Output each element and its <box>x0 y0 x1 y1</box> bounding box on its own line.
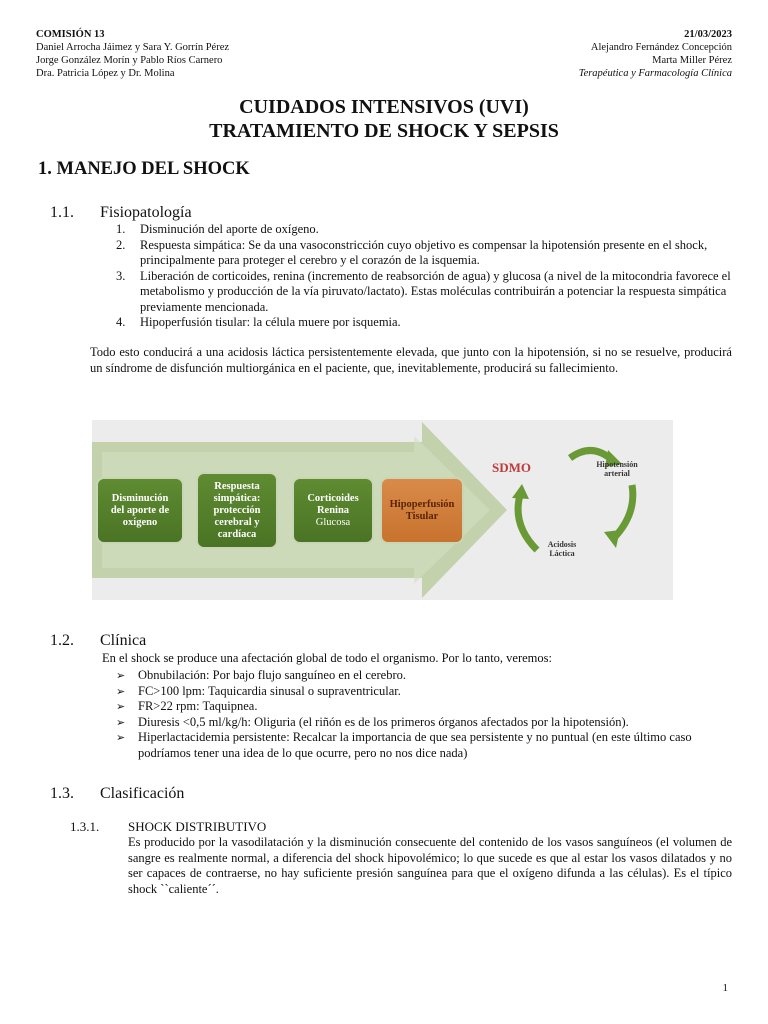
shock-diagram-image <box>92 420 673 600</box>
subsection-number: 1.2. <box>50 632 74 649</box>
box-corticoids: Corticoides Renina Glucosa <box>292 477 374 544</box>
authors-line-1: Daniel Arrocha Jáimez y Sara Y. Gorrín Pérez <box>36 42 230 53</box>
authors-right-line-1: Alejandro Fernández Concepción <box>590 42 732 53</box>
title-line-2: TRATAMIENTO DE SHOCK Y SEPSIS <box>209 120 559 142</box>
fisiopatologia-list-wrap <box>116 222 732 331</box>
header-right <box>579 28 732 80</box>
arrow-bullet-icon: ➢ <box>116 731 126 744</box>
list-item: ➢ FC>100 lpm: Taquicardia sinusal o supraventricular. <box>116 683 401 698</box>
subsubsection-title: SHOCK DISTRIBUTIVO <box>128 819 267 834</box>
cycle-label-hypotension: Hipotensión arterial <box>596 460 638 478</box>
header-date: 21/03/2023 <box>684 29 732 40</box>
arrow-bullet-icon: ➢ <box>116 684 126 698</box>
box-tissue-hypoperfusion: Hipoperfusión Tisular <box>380 477 464 544</box>
clinica-intro: En el shock se produce una afectación global de todo el organismo. Por lo tanto, veremos: <box>102 651 552 665</box>
subsection-number: 1.1. <box>50 204 74 221</box>
subsection-title: Fisiopatología <box>100 204 192 221</box>
fisiopatologia-list <box>116 222 732 331</box>
header-left <box>36 28 229 80</box>
list-item: 4. Hipoperfusión tisular: la célula muere por isquemia. <box>116 315 401 329</box>
list-item: ➢ Diuresis <0,5 ml/kg/h: Oliguria (el riñón es de los primeros órganos afectados por la hipotensión). <box>116 714 629 729</box>
list-item: ➢ Obnubilación: Por bajo flujo sanguíneo en el cerebro. <box>116 668 406 682</box>
subject-name: Terapéutica y Farmacología Clínica <box>578 68 732 79</box>
arrow-bullet-icon: ➢ <box>116 669 126 682</box>
list-item: ➢ Hiperlactacidemia persistente: Recalcar la importancia de que sea persistente y no puntual (en este último caso podríamos tener una idea de lo que ocurre, pero no nos dice nada) <box>116 730 692 760</box>
sdmo-label: SDMO <box>492 460 531 475</box>
list-item: 1. Disminución del aporte de oxígeno. <box>116 222 319 236</box>
fisiopatologia-paragraph: Todo esto conducirá a una acidosis láctica persistentemente elevada, que junto con la hipotensión, si no se resuelve, producirá un síndrome de disfunción multiorgánica en el paciente, que, inevitablemente, producirá su fallecimiento. <box>90 345 732 375</box>
box-sympathetic-response: Respuesta simpática: protección cerebral y cardíaca <box>196 472 278 549</box>
page-number: 1 <box>722 982 728 994</box>
cycle-label-acidosis: Acidosis Láctica <box>547 540 577 558</box>
subsection-number: 1.3. <box>50 785 74 802</box>
subsubsection-number: 1.3.1. <box>70 819 100 834</box>
title-line-1: CUIDADOS INTENSIVOS (UVI) <box>239 96 529 118</box>
list-item: ➢ FR>22 rpm: Taquipnea. <box>116 699 258 713</box>
section-heading-1: 1. MANEJO DEL SHOCK <box>38 159 250 179</box>
clinica-list <box>116 668 732 761</box>
document-title <box>0 95 768 143</box>
professors-line: Dra. Patricia López y Dr. Molina <box>36 68 175 79</box>
arrow-bullet-icon: ➢ <box>116 715 126 729</box>
shock-distributivo-paragraph: Es producido por la vasodilatación y la disminución consecuente del contenido de los vasos sanguíneos (el volumen de sangre es realmente normal, a diferencia del shock hipovolémico; lo que sucede es que al estar los vasos dilatados y no ser capaces de contraerse, no hay suficiente presión sanguínea para que el oxígeno difunda a las células). Es el típico shock ``caliente´´. <box>128 835 732 896</box>
subsection-title: Clasificación <box>100 785 185 802</box>
box-oxygen-supply: Disminución del aporte de oxígeno <box>96 477 184 544</box>
authors-right-line-2: Marta Miller Pérez <box>652 55 732 66</box>
list-item: 2. Respuesta simpática: Se da una vasoconstricción cuyo objetivo es compensar la hipotensión presente en el shock, principalmente para proteger el cerebro y el corazón de la isquemia. <box>116 237 708 267</box>
authors-line-2: Jorge González Morín y Pablo Ríos Carnero <box>36 55 223 66</box>
arrow-bullet-icon: ➢ <box>116 700 126 713</box>
list-item: 3. Liberación de corticoides, renina (incremento de reabsorción de agua) y glucosa (a nivel de la mitocondria favorece el metabolismo y producción de la vía piruvato/lactato). Estas moléculas contribuirán a potenciar la respuesta simpática previamente mencionada. <box>116 268 731 314</box>
clinica-list-wrap <box>116 668 732 761</box>
commission-label: COMISIÓN 13 <box>36 29 105 40</box>
subsection-title: Clínica <box>100 632 147 649</box>
